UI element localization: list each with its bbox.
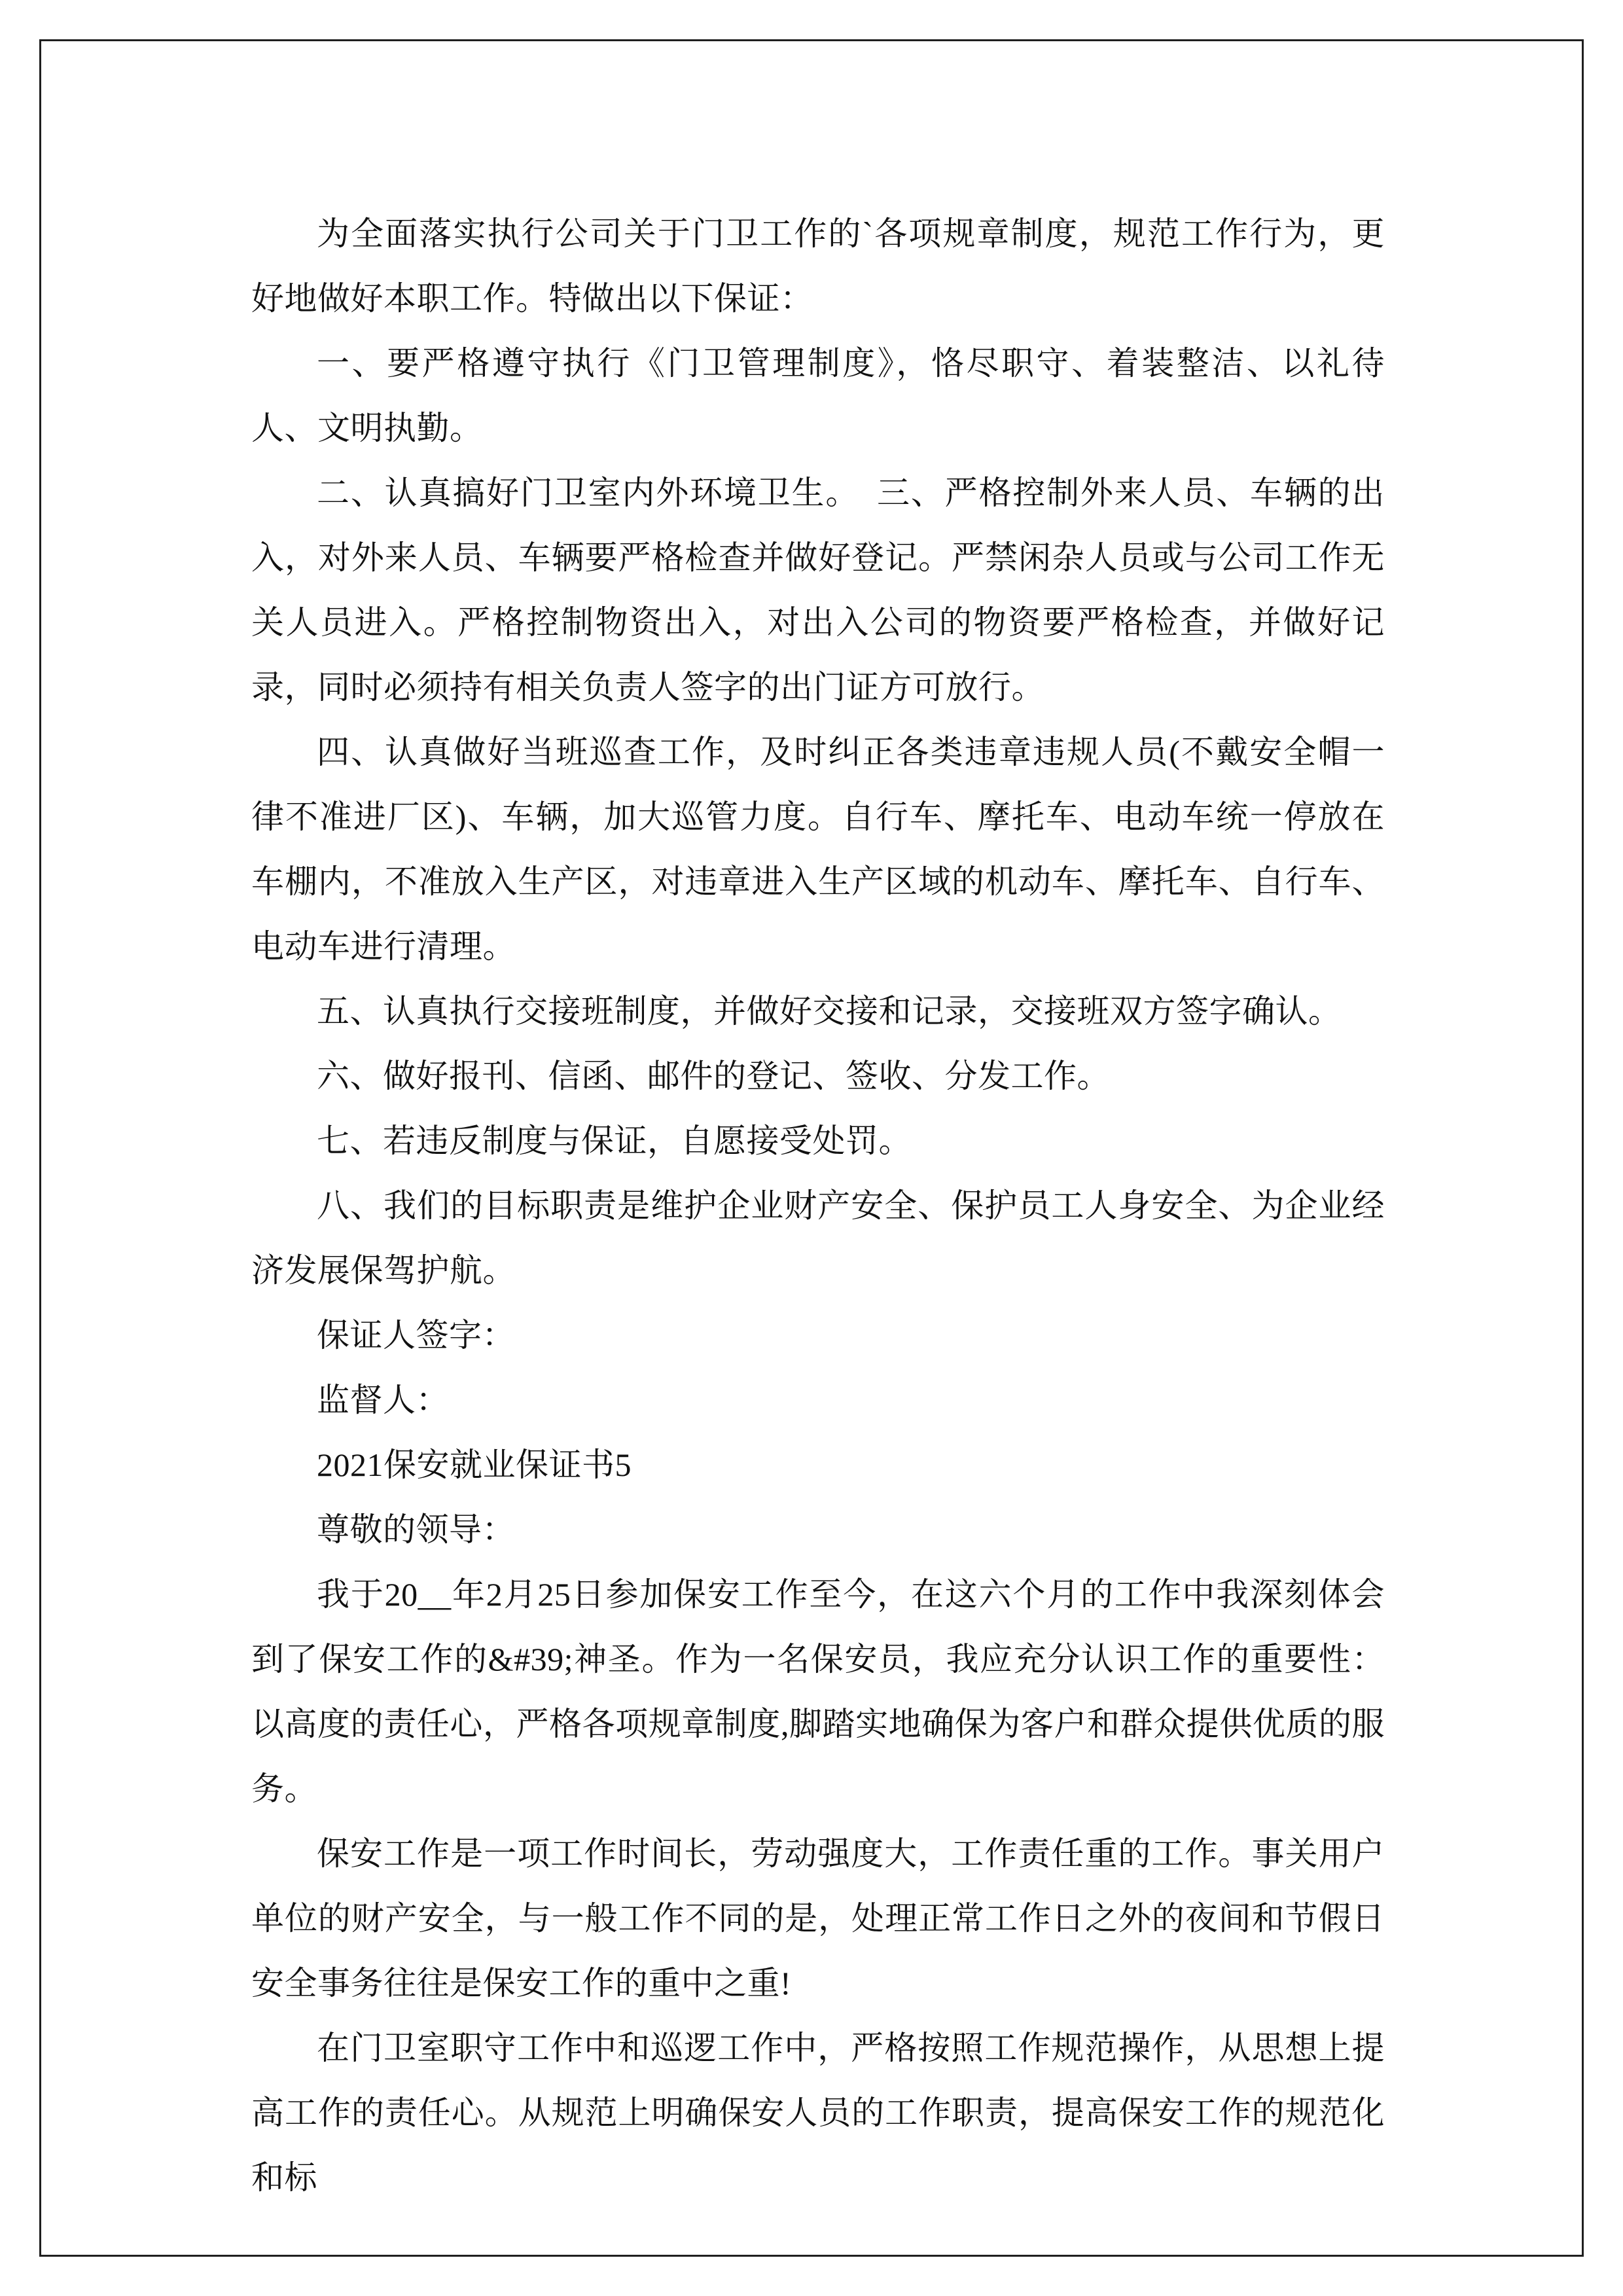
paragraph: 六、做好报刊、信函、邮件的登记、签收、分发工作。 — [317, 1058, 1110, 1094]
paragraph: 五、认真执行交接班制度，并做好交接和记录，交接班双方签字确认。 — [317, 993, 1342, 1030]
paragraph: 我于20__年2月25日参加保安工作至今，在这六个月的工作中我深刻体会到了保安工作的&#39;神圣。作为一名保安员，我应充分认识工作的重要性：以高度的责任心，严格各项规章制度,脚踏实地确保为客户和群众提供优质的服务。 — [251, 1576, 1385, 1807]
paragraph: 保安工作是一项工作时间长，劳动强度大，工作责任重的工作。事关用户单位的财产安全，与一般工作不同的是，处理正常工作日之外的夜间和节假日安全事务往往是保安工作的重中之重! — [251, 1835, 1385, 2001]
paragraph: 在门卫室职守工作中和巡逻工作中，严格按照工作规范操作，从思想上提高工作的责任心。从规范上明确保安人员的工作职责，提高保安工作的规范化和标 — [251, 2030, 1385, 2196]
document-content — [251, 202, 1385, 2210]
paragraph: 四、认真做好当班巡查工作，及时纠正各类违章违规人员(不戴安全帽一律不准进厂区)、车辆，加大巡管力度。自行车、摩托车、电动车统一停放在车棚内，不准放入生产区，对违章进入生产区域的机动车、摩托车、自行车、电动车进行清理。 — [251, 734, 1385, 965]
paragraph-signature: 保证人签字： — [317, 1317, 515, 1354]
paragraph: 八、我们的目标职责是维护企业财产安全、保护员工人身安全、为企业经济发展保驾护航。 — [251, 1187, 1385, 1289]
paragraph-supervisor: 监督人： — [317, 1382, 449, 1418]
paragraph: 二、认真搞好门卫室内外环境卫生。 三、严格控制外来人员、车辆的出入，对外来人员、车辆要严格检查并做好登记。严禁闲杂人员或与公司工作无关人员进入。严格控制物资出入，对出入公司的物资要严格检查，并做好记录，同时必须持有相关负责人签字的出门证方可放行。 — [251, 475, 1385, 706]
salutation: 尊敬的领导： — [317, 1511, 515, 1548]
section-title: 2021保安就业保证书5 — [317, 1446, 632, 1483]
paragraph: 为全面落实执行公司关于门卫工作的`各项规章制度，规范工作行为，更好地做好本职工作。特做出以下保证： — [251, 215, 1385, 317]
paragraph: 一、要严格遵守执行《门卫管理制度》，恪尽职守、着装整洁、以礼待人、文明执勤。 — [251, 345, 1385, 446]
paragraph: 七、若违反制度与保证，自愿接受处罚。 — [317, 1122, 912, 1159]
